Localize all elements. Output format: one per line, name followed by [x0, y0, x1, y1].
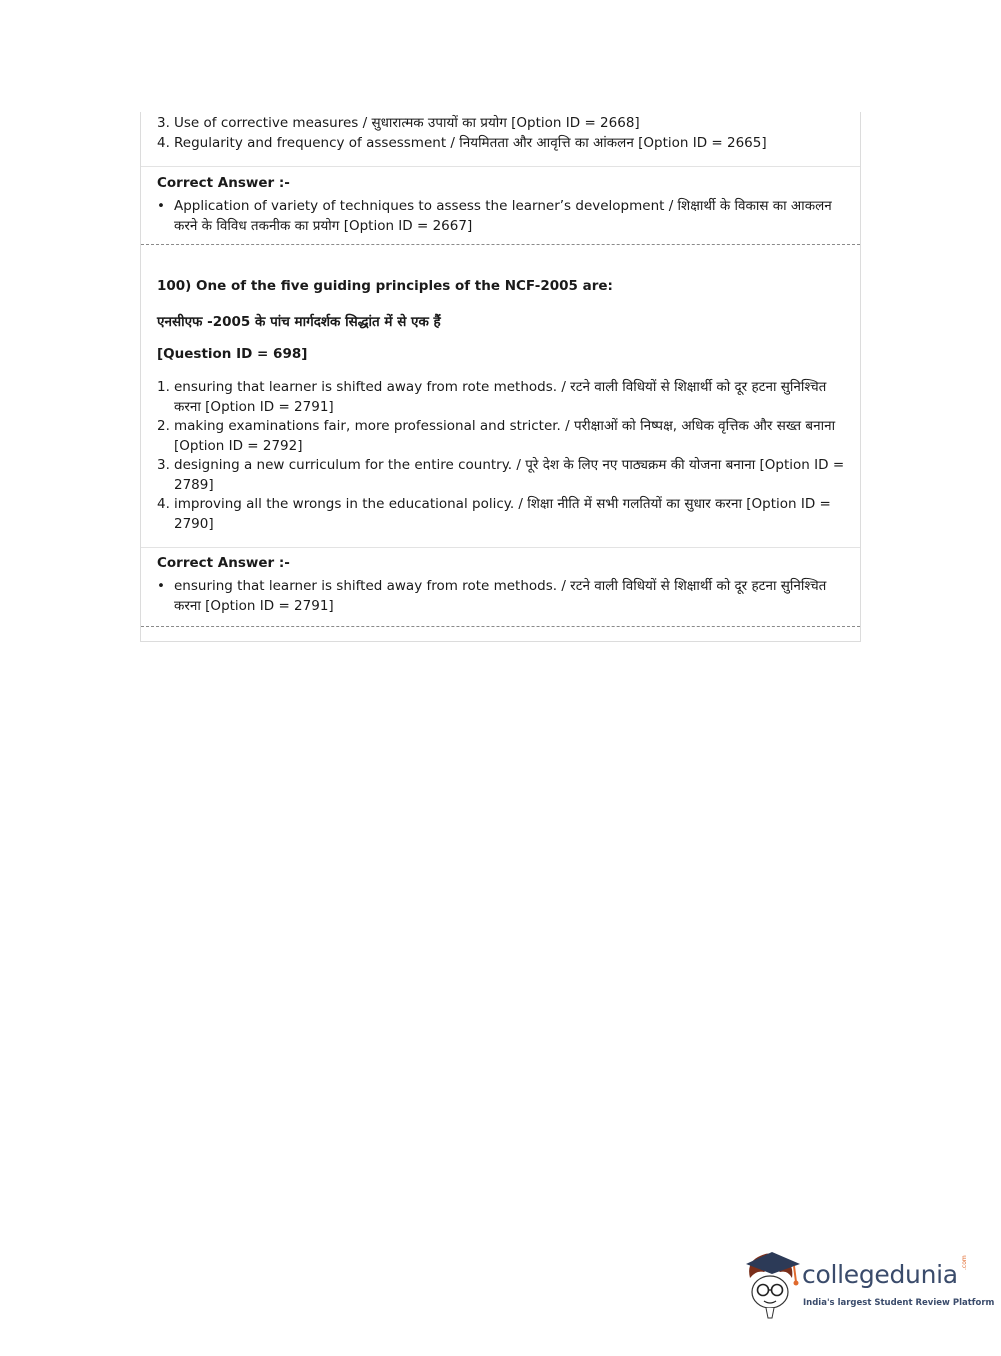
option-text: Use of corrective measures / सुधारात्मक उपायों का प्रयोग [Option ID = 2668]: [174, 115, 640, 131]
option-item: [157, 456, 847, 495]
option-text: improving all the wrongs in the educational policy. / शिक्षा नीति में सभी गलतियों का सुधार करना [Option ID = 2790]: [174, 496, 831, 532]
logo-tagline: India's largest Student Review Platform: [803, 1298, 995, 1308]
logo-domain: .com: [961, 1255, 968, 1270]
question-divider: [141, 626, 860, 627]
option-item: [157, 495, 847, 534]
option-text: designing a new curriculum for the entire country. / पूरे देश के लिए नए पाठ्यक्रम की योजना बनाना [Option ID = 2789]: [174, 457, 845, 493]
option-number: 3.: [157, 115, 170, 131]
option-number: 3.: [157, 457, 170, 473]
correct-answer: [157, 576, 837, 616]
correct-answer-label: Correct Answer :-: [157, 555, 290, 571]
collegedunia-logo: [742, 1248, 995, 1320]
option-number: 1.: [157, 379, 170, 395]
correct-answer-label: Correct Answer :-: [157, 175, 290, 191]
option-text: Regularity and frequency of assessment / नियमितता और आवृत्ति का आंकलन [Option ID = 2665]: [174, 134, 767, 151]
question-sheet: [140, 112, 861, 642]
question-title: 100) One of the five guiding principles of the NCF-2005 are:: [157, 278, 613, 294]
option-item: [157, 114, 847, 134]
mascot-icon: [742, 1248, 804, 1320]
option-text: making examinations fair, more professional and stricter. / परीक्षाओं को निष्पक्ष, अधिक वृत्तिक और सख्त बनाना [Option ID = 2792]: [174, 418, 836, 454]
question-divider: [141, 244, 860, 245]
bullet: •: [157, 578, 165, 594]
previous-question-options: [157, 114, 847, 153]
option-item: [157, 378, 847, 417]
option-item: [157, 134, 847, 154]
correct-answer: [157, 196, 837, 236]
bullet: •: [157, 198, 165, 214]
option-number: 4.: [157, 134, 170, 151]
option-item: [157, 417, 847, 456]
option-text: ensuring that learner is shifted away from rote methods. / रटने वाली विधियों से शिक्षार्थी को दूर हटना सुनिश्चित करना [Option ID = 2791]: [174, 379, 827, 415]
correct-answer-text: ensuring that learner is shifted away from rote methods. / रटने वाली विधियों से शिक्षार्थी को दूर हटना सुनिश्चित करना [Option ID = 2791]: [174, 578, 827, 614]
section-divider: [141, 166, 860, 167]
logo-wordmark: collegedunia: [802, 1260, 958, 1289]
question-id: [Question ID = 698]: [157, 346, 308, 362]
option-number: 2.: [157, 418, 170, 434]
question-options: [157, 378, 847, 534]
option-number: 4.: [157, 496, 170, 512]
section-divider: [141, 547, 860, 548]
question-title-hindi: एनसीएफ -2005 के पांच मार्गदर्शक सिद्धांत में से एक हैं: [157, 314, 441, 330]
correct-answer-text: Application of variety of techniques to assess the learner’s development / शिक्षार्थी के विकास का आकलन करने के विविध तकनीक का प्रयोग [Option ID = 2667]: [174, 198, 832, 234]
